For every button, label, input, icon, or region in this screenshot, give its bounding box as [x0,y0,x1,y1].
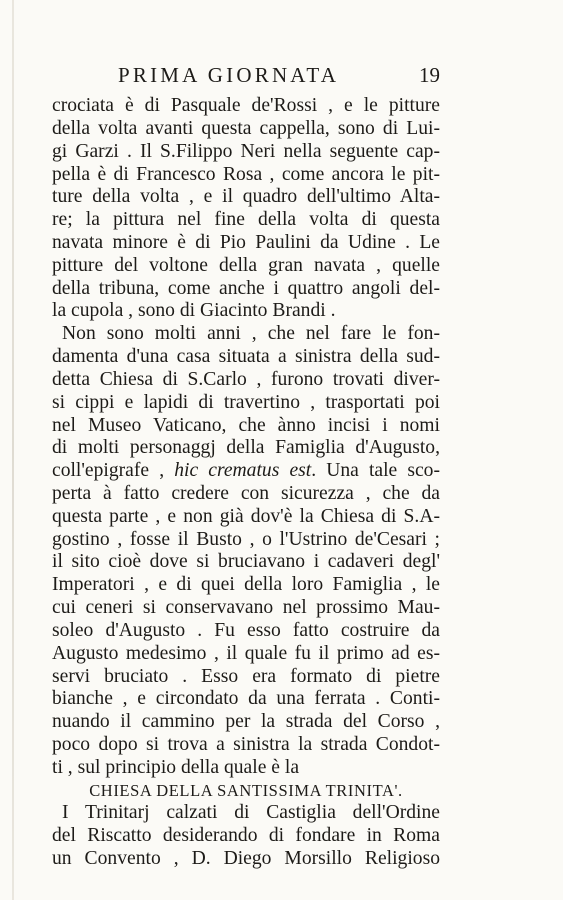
italic-phrase: hic crematus est [174,460,312,482]
running-head: PRIMA GIORNATA [118,63,340,87]
text-line: perta à fatto credere con sicurezza , che da [52,482,440,504]
text-line: damenta d'una casa situata a sinistra della sud- [52,346,440,367]
text-line [52,460,440,483]
text-line: un Convento , D. Diego Morsillo Religioso [52,848,440,869]
page-gutter [12,0,14,900]
text-line: pitture del voltone della gran navata , quelle [52,254,440,276]
text-line: Imperatori , e di quei della loro Famiglia , le [52,574,440,596]
text-line: bianche , e circondato da una ferrata . Conti- [52,688,440,710]
text-line: navata minore è di Pio Paulini da Udine . Le [52,231,440,253]
text-line: la cupola , sono di Giacinto Brandi . [52,300,336,322]
section-heading: CHIESA DELLA SANTISSIMA TRINITA'. [89,780,403,800]
page-number: 19 [419,63,440,87]
page-header [118,60,440,90]
text-line: della tribuna, come anche i quattro angoli del- [52,277,440,299]
text-line: pella è di Francesco Rosa , come ancora le pit- [52,163,440,185]
text-line: ti , sul principio della quale è la [52,756,300,778]
text-line: re; la pittura nel fine della volta di questa [52,209,440,231]
text-line: nel Museo Vaticano, che ànno incisi i nomi [52,414,440,436]
text-line: soleo d'Augusto . Fu esso fatto costruire da [52,619,440,641]
text-line: questa parte , e non già dov'è la Chiesa di S.A- [52,505,440,527]
text-line: Augusto medesimo , il quale fu il primo ad es- [52,642,440,664]
text-line: della volta avanti questa cappella, sono di Lui- [52,117,440,139]
text-line: del Riscatto desiderando di fondare in Roma [52,825,440,847]
text-run: . Una tale sco- [311,460,440,482]
text-line: servi bruciato . Esso era formato di pietre [52,665,440,687]
text-line: crociata è di Pasquale de'Rossi , e le pitture [52,95,440,116]
text-line: poco dopo si trova a sinistra la strada Condot- [52,733,440,755]
text-line: gostino , fosse il Busto , o l'Ustrino de'Cesari ; [52,528,440,550]
text-line: il sito cioè dove si bruciavano i cadaveri degl' [52,551,440,573]
text-line: di molti personaggj della Famiglia d'Augusto, [52,437,440,459]
text-line: nuando il cammino per la strada del Corso , [52,711,440,733]
text-line: cui ceneri si conservavano nel prossimo Mau- [52,597,440,618]
text-line: detta Chiesa di S.Carlo , furono trovati diver- [52,368,440,390]
text-line: I Trinitarj calzati di Castiglia dell'Ordine [62,802,440,824]
text-line: Non sono molti anni , che nel fare le fon- [62,323,440,345]
text-line: ture della volta , e il quadro dell'ultimo Alta- [52,186,440,208]
text-line: gi Garzi . Il S.Filippo Neri nella seguente cap- [52,140,440,162]
text-line: si cippi e lapidi di travertino , trasportati poi [52,391,440,413]
text-run: coll'epigrafe , [52,460,175,482]
